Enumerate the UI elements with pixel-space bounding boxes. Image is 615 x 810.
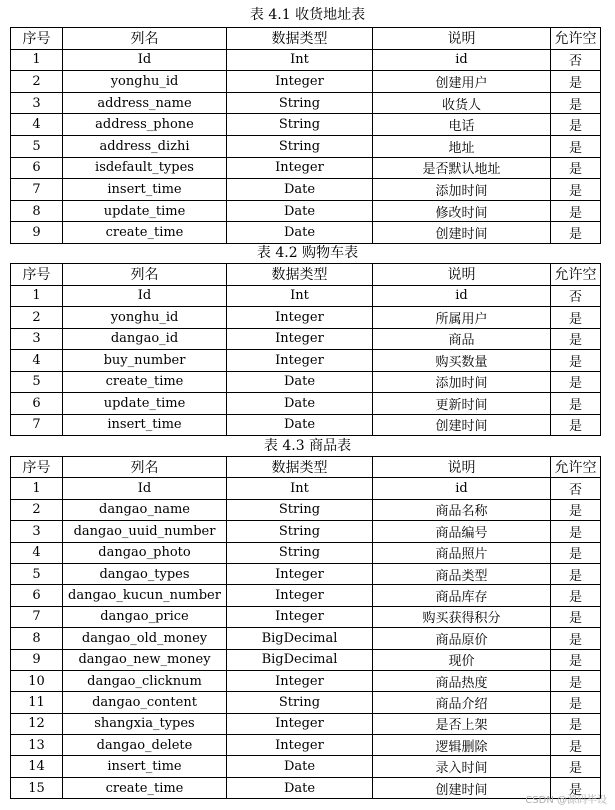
- table-cell: isdefault_types: [63, 157, 227, 179]
- table-cell: buy_number: [63, 350, 227, 372]
- table-cell: String: [227, 542, 373, 563]
- table-cell: Id: [63, 285, 227, 307]
- table-cell: 地址: [373, 135, 551, 157]
- table-cell: dangao_photo: [63, 542, 227, 563]
- table-cell: 电话: [373, 114, 551, 136]
- table-cell: 商品: [373, 328, 551, 350]
- table-caption: 表 4.1 收货地址表: [249, 7, 366, 23]
- table-cell: 现价: [373, 649, 551, 670]
- table-cell: 商品热度: [373, 670, 551, 691]
- table-cell: 10: [11, 670, 63, 691]
- table-cell: 7: [11, 606, 63, 627]
- table-cell: 是: [551, 521, 601, 542]
- table-cell: 是: [551, 307, 601, 329]
- table-row: [11, 328, 601, 350]
- table-row: [11, 92, 601, 114]
- table-cell: 是: [551, 713, 601, 734]
- table-cell: dangao_delete: [63, 735, 227, 756]
- table-cell: Integer: [227, 735, 373, 756]
- table-cell: create_time: [63, 222, 227, 244]
- table-cell: 是: [551, 222, 601, 244]
- table-cell: 购买数量: [373, 350, 551, 372]
- table-cell: 4: [11, 542, 63, 563]
- table-row: [11, 307, 601, 329]
- table-cell: 5: [11, 563, 63, 584]
- table-cell: 4: [11, 350, 63, 372]
- table-cell: Id: [63, 49, 227, 71]
- header-cell: 序号: [11, 457, 63, 478]
- table-row: [11, 350, 601, 372]
- table-cell: id: [373, 285, 551, 307]
- table-cell: 是否上架: [373, 713, 551, 734]
- table-cell: String: [227, 499, 373, 520]
- table-cell: 否: [551, 478, 601, 499]
- table-row: [11, 135, 601, 157]
- table-cell: 否: [551, 285, 601, 307]
- table-cell: BigDecimal: [227, 649, 373, 670]
- table-row: [11, 222, 601, 244]
- table-cell: update_time: [63, 393, 227, 415]
- table-cell: insert_time: [63, 414, 227, 436]
- table-cell: 是: [551, 414, 601, 436]
- table-cell: String: [227, 521, 373, 542]
- table-cell: 添加时间: [373, 179, 551, 201]
- table-cell: String: [227, 135, 373, 157]
- table-row: [11, 71, 601, 93]
- table-cell: 6: [11, 393, 63, 415]
- table-cell: 录入时间: [373, 756, 551, 777]
- table-cell: 1: [11, 478, 63, 499]
- header-cell: 允许空: [551, 457, 601, 478]
- table-cell: 2: [11, 307, 63, 329]
- table-row: [11, 542, 601, 563]
- table-cell: 是: [551, 92, 601, 114]
- table-cell: 是: [551, 735, 601, 756]
- table-cell: create_time: [63, 777, 227, 798]
- table-cell: 是: [551, 179, 601, 201]
- header-cell: 列名: [63, 457, 227, 478]
- header-cell: 数据类型: [227, 457, 373, 478]
- table-cell: 商品类型: [373, 563, 551, 584]
- table-cell: 商品照片: [373, 542, 551, 563]
- table-cell: dangao_new_money: [63, 649, 227, 670]
- table-cell: 创建时间: [373, 222, 551, 244]
- table-cell: 12: [11, 713, 63, 734]
- table-cell: 3: [11, 328, 63, 350]
- table-cell: 是: [551, 371, 601, 393]
- product-table: [10, 456, 601, 799]
- table-cell: Integer: [227, 328, 373, 350]
- table-row: [11, 756, 601, 777]
- table-cell: String: [227, 92, 373, 114]
- table-row: [11, 713, 601, 734]
- table-cell: 9: [11, 649, 63, 670]
- table-header-row: [11, 264, 601, 286]
- table-row: [11, 114, 601, 136]
- table-cell: dangao_uuid_number: [63, 521, 227, 542]
- table-cell: 是: [551, 114, 601, 136]
- table-cell: 2: [11, 499, 63, 520]
- table-cell: address_phone: [63, 114, 227, 136]
- table-cell: update_time: [63, 200, 227, 222]
- table-cell: Date: [227, 393, 373, 415]
- table-cell: 是: [551, 649, 601, 670]
- table-cell: Integer: [227, 670, 373, 691]
- table-cell: 所属用户: [373, 307, 551, 329]
- table-cell: 收货人: [373, 92, 551, 114]
- table-cell: 是: [551, 563, 601, 584]
- table-row: [11, 585, 601, 606]
- table-cell: 商品原价: [373, 628, 551, 649]
- table-cell: id: [373, 49, 551, 71]
- table-row: [11, 285, 601, 307]
- cart-table: [10, 263, 601, 436]
- table-row: [11, 563, 601, 584]
- table-cell: 3: [11, 521, 63, 542]
- table-cell: Integer: [227, 157, 373, 179]
- table-cell: 是: [551, 670, 601, 691]
- table-cell: 是: [551, 777, 601, 798]
- table-row: [11, 49, 601, 71]
- table-cell: Id: [63, 478, 227, 499]
- table-cell: insert_time: [63, 179, 227, 201]
- table-row: [11, 777, 601, 798]
- table-cell: dangao_types: [63, 563, 227, 584]
- table-cell: Int: [227, 285, 373, 307]
- table-cell: 购买获得积分: [373, 606, 551, 627]
- table-cell: Date: [227, 371, 373, 393]
- header-cell: 说明: [373, 457, 551, 478]
- table-row: [11, 692, 601, 713]
- table-row: [11, 200, 601, 222]
- table-cell: 11: [11, 692, 63, 713]
- table-cell: 是: [551, 756, 601, 777]
- header-cell: 序号: [11, 264, 63, 286]
- table-cell: Date: [227, 756, 373, 777]
- table-cell: 7: [11, 414, 63, 436]
- header-cell: 说明: [373, 264, 551, 286]
- table-cell: Date: [227, 777, 373, 798]
- table-header-row: [11, 457, 601, 478]
- table-row: [11, 628, 601, 649]
- table-cell: 是: [551, 542, 601, 563]
- table-cell: create_time: [63, 371, 227, 393]
- table-cell: 是: [551, 350, 601, 372]
- table-cell: 是: [551, 328, 601, 350]
- table-cell: 15: [11, 777, 63, 798]
- table-cell: shangxia_types: [63, 713, 227, 734]
- table-cell: 9: [11, 222, 63, 244]
- table-cell: 添加时间: [373, 371, 551, 393]
- table-cell: 是: [551, 606, 601, 627]
- table-cell: 6: [11, 585, 63, 606]
- table-cell: String: [227, 692, 373, 713]
- table-cell: 是: [551, 200, 601, 222]
- address-table: [10, 27, 601, 244]
- table-cell: Date: [227, 200, 373, 222]
- table-cell: String: [227, 114, 373, 136]
- table-row: [11, 670, 601, 691]
- table-cell: address_name: [63, 92, 227, 114]
- table-cell: 3: [11, 92, 63, 114]
- table-cell: BigDecimal: [227, 628, 373, 649]
- table-cell: dangao_name: [63, 499, 227, 520]
- header-cell: 数据类型: [227, 28, 373, 50]
- header-cell: 列名: [63, 28, 227, 50]
- table-row: [11, 649, 601, 670]
- table-cell: 修改时间: [373, 200, 551, 222]
- table-cell: 是: [551, 393, 601, 415]
- header-cell: 允许空: [551, 28, 601, 50]
- table-cell: 是: [551, 157, 601, 179]
- table-cell: dangao_id: [63, 328, 227, 350]
- table-cell: 是: [551, 135, 601, 157]
- table-cell: Date: [227, 414, 373, 436]
- header-cell: 序号: [11, 28, 63, 50]
- table-cell: Int: [227, 478, 373, 499]
- table-cell: Integer: [227, 71, 373, 93]
- table-caption: 表 4.2 购物车表: [256, 245, 359, 261]
- table-row: [11, 606, 601, 627]
- table-cell: dangao_price: [63, 606, 227, 627]
- table-cell: id: [373, 478, 551, 499]
- table-cell: 是: [551, 585, 601, 606]
- table-cell: Date: [227, 179, 373, 201]
- table-cell: Integer: [227, 713, 373, 734]
- table-caption: 表 4.3 商品表: [263, 438, 352, 454]
- table-row: [11, 157, 601, 179]
- table-cell: 1: [11, 49, 63, 71]
- header-cell: 列名: [63, 264, 227, 286]
- table-row: [11, 478, 601, 499]
- watermark: CSDN @源码毕设: [525, 795, 607, 806]
- table-cell: 6: [11, 157, 63, 179]
- table-cell: Integer: [227, 585, 373, 606]
- header-cell: 说明: [373, 28, 551, 50]
- table-cell: 4: [11, 114, 63, 136]
- table-cell: 否: [551, 49, 601, 71]
- table-cell: 13: [11, 735, 63, 756]
- table-cell: 创建用户: [373, 71, 551, 93]
- table-cell: 是否默认地址: [373, 157, 551, 179]
- table-cell: Integer: [227, 350, 373, 372]
- table-row: [11, 393, 601, 415]
- table-cell: 创建时间: [373, 414, 551, 436]
- table-cell: Int: [227, 49, 373, 71]
- table-cell: dangao_content: [63, 692, 227, 713]
- table-row: [11, 735, 601, 756]
- table-row: [11, 499, 601, 520]
- table-cell: dangao_kucun_number: [63, 585, 227, 606]
- table-cell: Integer: [227, 563, 373, 584]
- table-cell: 5: [11, 135, 63, 157]
- table-cell: address_dizhi: [63, 135, 227, 157]
- table-cell: dangao_old_money: [63, 628, 227, 649]
- table-row: [11, 371, 601, 393]
- table-cell: 更新时间: [373, 393, 551, 415]
- header-cell: 允许空: [551, 264, 601, 286]
- table-cell: 1: [11, 285, 63, 307]
- table-cell: 2: [11, 71, 63, 93]
- table-cell: Date: [227, 222, 373, 244]
- table-cell: 是: [551, 628, 601, 649]
- table-cell: insert_time: [63, 756, 227, 777]
- table-row: [11, 179, 601, 201]
- table-cell: Integer: [227, 606, 373, 627]
- table-cell: dangao_clicknum: [63, 670, 227, 691]
- table-cell: yonghu_id: [63, 307, 227, 329]
- table-header-row: [11, 28, 601, 50]
- table-cell: 商品编号: [373, 521, 551, 542]
- table-cell: 商品名称: [373, 499, 551, 520]
- table-cell: 商品库存: [373, 585, 551, 606]
- table-cell: 逻辑删除: [373, 735, 551, 756]
- table-cell: 是: [551, 499, 601, 520]
- table-cell: 创建时间: [373, 777, 551, 798]
- table-cell: 7: [11, 179, 63, 201]
- table-cell: 8: [11, 628, 63, 649]
- table-cell: 是: [551, 692, 601, 713]
- header-cell: 数据类型: [227, 264, 373, 286]
- table-row: [11, 521, 601, 542]
- table-cell: 是: [551, 71, 601, 93]
- table-cell: 5: [11, 371, 63, 393]
- table-row: [11, 414, 601, 436]
- table-cell: 商品介绍: [373, 692, 551, 713]
- table-cell: 8: [11, 200, 63, 222]
- table-cell: yonghu_id: [63, 71, 227, 93]
- table-cell: 14: [11, 756, 63, 777]
- table-cell: Integer: [227, 307, 373, 329]
